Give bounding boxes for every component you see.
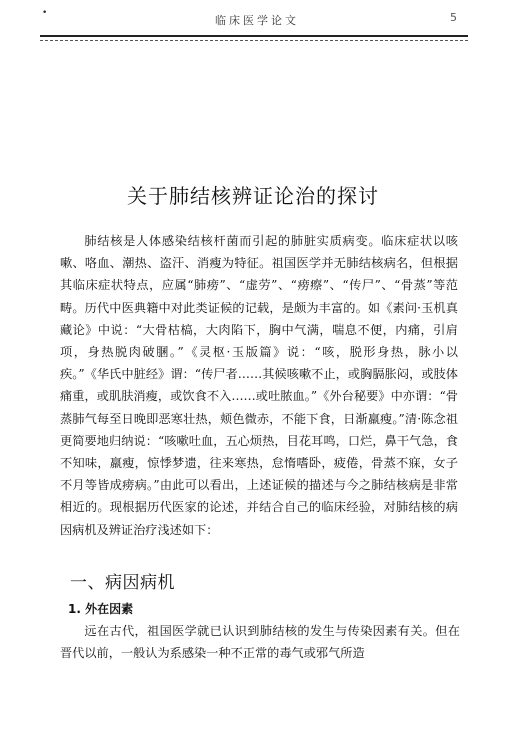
subsection-heading-external: 1. 外在因素 — [68, 602, 134, 616]
page-number: 5 — [450, 11, 457, 24]
header-rule — [40, 35, 468, 37]
corner-mark: • — [42, 8, 48, 18]
intro-paragraph: 肺结核是人体感染结核杆菌而引起的肺脏实质病变。临床症状以咳嗽、咯血、潮热、盗汗、消瘦为特征。祖国医学并无肺结核病名，但根据其临床症状特点，应属“肺痨”、“虚劳”、“痨瘵”、“传尸”、“骨蒸”等范畴。历代中医典籍中对此类证候的记载，是颇为丰富的。如《素问·玉机真藏论》中说：“大骨枯槁，大肉陷下，胸中气满，喘息不便，内痛，引肩项，身热脱肉破䐃。”《灵枢·玉版篇》说：“咳，脱形身热，脉小以疾。”《华氏中脏经》谓：“传尸者……其候咳嗽不止，或胸膈胀闷，或肢体痛重，或肌肤消瘦，或饮食不入……或吐脓血。”《外台秘要》中亦谓：“骨蒸肺气每至日晚即恶寒壮热，颊色微赤，不能下食，日渐羸瘦。”清·陈念祖更简要地归纳说：“咳嗽吐血，五心烦热，目花耳鸣，口烂，鼻干气急，食不知味，羸瘦，惊悸梦遗，往来寒热，怠惰嗜卧，疲倦，骨蒸不寐，女子不月等皆成痨病。”由此可以看出，上述证候的描述与今之肺结核病是非常相近的。现根据历代医家的论述，并结合自己的临床经验，对肺结核的病因病机及辨证治疗浅述如下： — [60, 234, 458, 537]
running-header: 临床医学论文 — [215, 14, 299, 27]
external-factors-paragraph: 远在古代，祖国医学就已认识到肺结核的发生与传染因素有关。但在晋代以前，一般认为系感染一种不正常的毒气或邪气所造 — [60, 624, 460, 660]
article-title: 关于肺结核辨证论治的探讨 — [127, 184, 379, 208]
section-heading-etiology: 一、病因病机 — [70, 573, 175, 593]
intro-body — [60, 230, 458, 541]
header-rule-thin — [40, 40, 468, 41]
section-body — [60, 620, 460, 664]
